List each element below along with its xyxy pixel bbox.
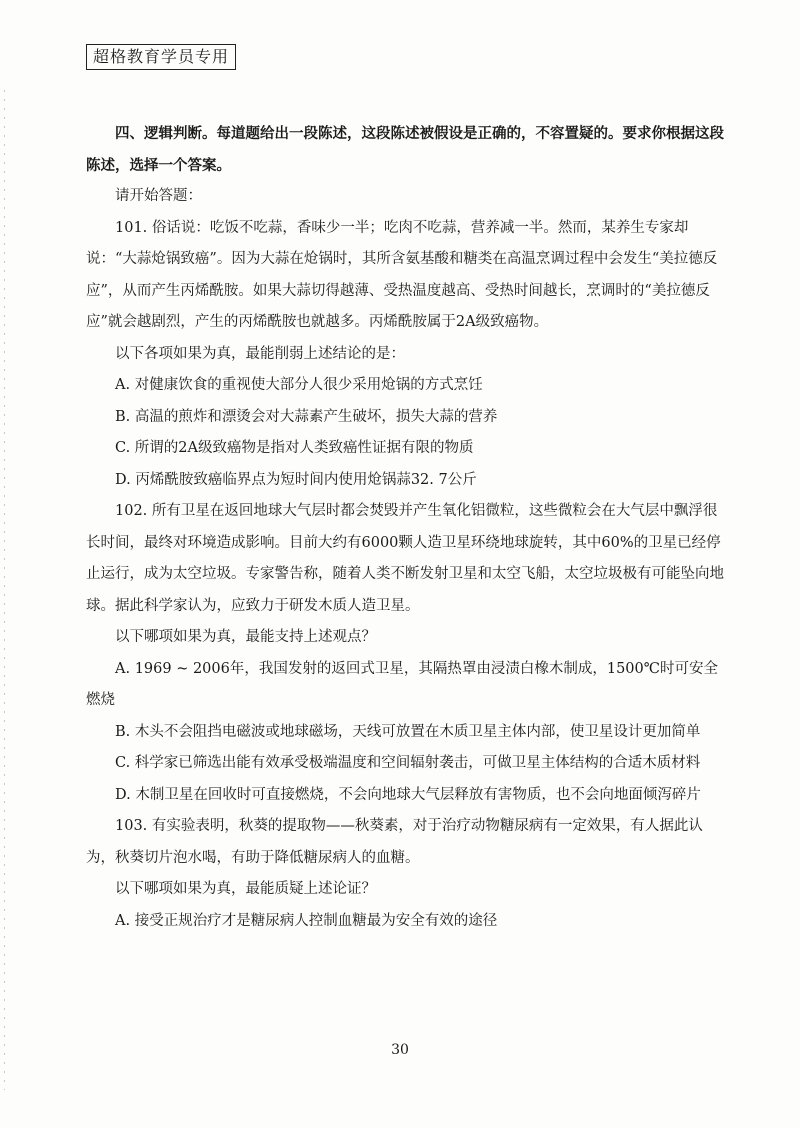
page-number: 30: [391, 1042, 409, 1058]
question-103-prompt: 以下哪项如果为真，最能质疑上述论证？: [115, 881, 376, 897]
question-101-option-b: B. 高温的煎炸和漂烫会对大蒜素产生破坏，损失大蒜的营养: [115, 408, 498, 425]
question-102-option-b: B. 木头不会阻挡电磁波或地球磁场，天线可放置在木质卫星主体内部，使卫星设计更加简单: [115, 723, 701, 740]
question-101-option-d: D. 丙烯酰胺致癌临界点为短时间内使用炝锅蒜32. 7公斤: [115, 471, 477, 488]
content-area: [86, 118, 726, 937]
question-102-option-a: A. 1969 ~ 2006年，我国发射的返回式卫星，其隔热罩由浸渍白橡木制成，1500℃时可安全燃烧: [86, 660, 718, 708]
header-label: 超格教育学员专用: [86, 44, 236, 70]
question-102-option-d: D. 木制卫星在回收时可直接燃烧，不会向地球大气层释放有害物质，也不会向地面倾泻碎片: [115, 786, 701, 803]
question-101-stem: 101. 俗话说：吃饭不吃蒜，香味少一半；吃肉不吃蒜，营养减一半。然而，某养生专家却说：“大蒜炝锅致癌”。因为大蒜在炝锅时，其所含氨基酸和糖类在高温烹调过程中会发生“美拉德反应”，从而产生丙烯酰胺。如果大蒜切得越薄、受热温度越高、受热时间越长，烹调时的“美拉德反应”就会越剧烈，产生的丙烯酰胺也就越多。丙烯酰胺属于2A级致癌物。: [86, 219, 718, 330]
section-heading: 四、逻辑判断。每道题给出一段陈述，这段陈述被假设是正确的，不容置疑的。要求你根据这段陈述，选择一个答案。: [86, 125, 724, 174]
question-102-option-c: C. 科学家已筛选出能有效承受极端温度和空间辐射袭击，可做卫星主体结构的合适木质材料: [115, 755, 701, 771]
question-102-stem: 102. 所有卫星在返回地球大气层时都会焚毁并产生氧化铝微粒，这些微粒会在大气层中飘浮很长时间，最终对环境造成影响。目前大约有6000颗人造卫星环绕地球旋转，其中60%的卫星已经停止运行，成为太空垃圾。专家警告称，随着人类不断发射卫星和太空飞船，太空垃圾极有可能坠向地球。据此科学家认为，应致力于研发木质人造卫星。: [86, 503, 724, 614]
question-103-stem: 103. 有实验表明，秋葵的提取物——秋葵素，对于治疗动物糖尿病有一定效果，有人据此认为，秋葵切片泡水喝，有助于降低糖尿病人的血糖。: [86, 818, 703, 866]
start-prompt: 请开始答题：: [115, 188, 202, 204]
scan-edge-artifact: [4, 90, 5, 1090]
question-103-option-a: A. 接受正规治疗才是糖尿病人控制血糖最为安全有效的途径: [115, 912, 498, 929]
question-101-prompt: 以下各项如果为真，最能削弱上述结论的是：: [115, 345, 405, 362]
question-101-option-a: A. 对健康饮食的重视使大部分人很少采用炝锅的方式烹饪: [115, 377, 483, 393]
question-102-prompt: 以下哪项如果为真，最能支持上述观点？: [115, 629, 376, 645]
question-101-option-c: C. 所谓的2A级致癌物是指对人类致癌性证据有限的物质: [115, 440, 474, 456]
